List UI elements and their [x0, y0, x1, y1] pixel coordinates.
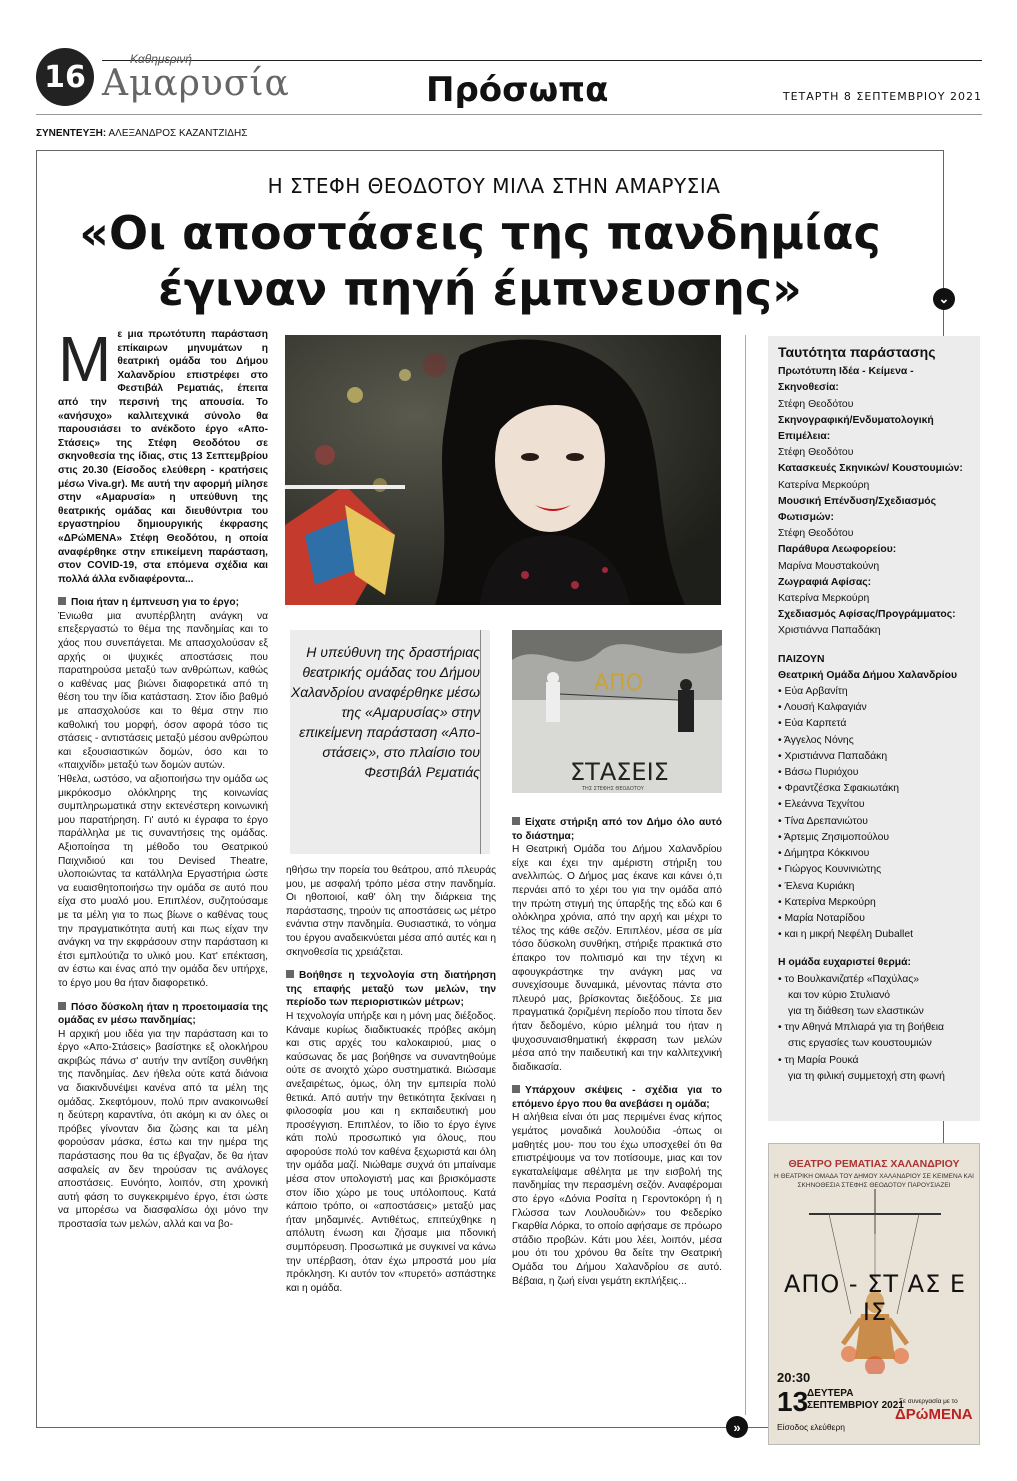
portrait-illustration [285, 335, 721, 605]
poster-venue: ΘΕΑΤΡΟ ΡΕΜΑΤΙΑΣ ΧΑΛΑΝΔΡΙΟΥ [788, 1158, 960, 1170]
square-bullet-icon [512, 1085, 520, 1093]
cast-member: • Μαρία Νοταρίδου [778, 911, 970, 927]
cast-member: • Δήμητρα Κόκκινου [778, 846, 970, 862]
article-column-2 [286, 864, 496, 1295]
square-bullet-icon [58, 597, 66, 605]
dropcap: Μ [58, 323, 112, 395]
answer-2-paragraph-1: Η αρχική μου ιδέα για την παράσταση και το έργο «Απο-Στάσεις» βασίστηκε εξ ολοκλήρου ακριβώς πάνω σ' αυτήν την αντίξοη συνθήκη της πανδημίας. Δεν ήθελα ούτε κατά διάνοια να διακινδυνέψει κανένα από τα μέλη της ομάδας. Σκεφτόμουν, πολύ πριν ανακοινωθεί η δεύτερη καραντίνα, ότι ακόμη κι αν όλες οι πρόβες γίνονταν δια ζώσης και τα μέλη φορούσαν μάσκα, έστω και την ημέρα της παράστασης που θα τις έβγαζαν, δε θα ήταν ασφαλείς αν δεν τηρούσαν τις ανάλογες αποστάσεις. Ευνόητο, λοιπόν, στη χρονική αυτή φάση το συγκεκριμένο έργο, έτσι ώστε να μπορέσω να διασφαλίσω όχι μόνο την προστασία των μελών, αλλά και να βο- [58, 1028, 268, 1230]
header-bottom-rule [36, 114, 982, 115]
credits-title: Ταυτότητα παράστασης [778, 344, 936, 360]
cast-member: • Βάσω Πυριόχου [778, 765, 970, 781]
production-credits-box [768, 336, 980, 1121]
credit-item: Πρωτότυπη Ιδέα - Κείμενα - Σκηνοθεσία: Στέφη Θεοδότου [778, 366, 914, 410]
answer-1-paragraph-2: Ήθελα, ωστόσο, να αξιοποιήσω την ομάδα ως μικρόκοσμο ολόκληρης της κοινωνίας συμπληρωματικά στην εκτενέστερη κοινωνική μου παρατήρηση. Γι' αυτό κι έγραφα το έργο παράλληλα με τις συναντήσεις της ομάδας. Αξιοποίησα τη μέθοδο του Θεατρικού Παιχνιδιού και του Devised Theatre, υλοποιώντας τα κατάλληλα Εργαστήρια ώστε να ευαισθητοποιήσω την ομάδα σε αυτό που είχα στο μυαλό μου. Επιπλέον, συζητούσαμε με τα μέλη για το πως βίωνε ο καθένας τους την πραγματικότητα αυτή και πως είχαν την ανάγκη να την εκφράσουν στην παράσταση κι έτσι εμπλούτιζα το υλικό μου. Κατ' επέκταση, αν έστω και ένας από την ομάδα δεν υπήρχε, το έργο μου θα ήταν διαφορετικό. [58, 774, 268, 989]
page-number: 16 [36, 48, 94, 106]
cast-member: • και η μικρή Νεφέλη Duballet [778, 927, 970, 943]
cast-member: • Εύα Αρβανίτη [778, 684, 970, 700]
question-3: Βοήθησε η τεχνολογία στη διατήρηση της επαφής μεταξύ των μελών, την περίοδο των περιοριστικών μέτρων; [286, 970, 496, 1009]
poster-illustration [512, 630, 722, 793]
answer-1-paragraph-1: Ένιωθα μια ανυπέρβλητη ανάγκη να επεξεργαστώ το θέμα της πανδημίας και το χάος που συνεπάγεται. Με απασχολούσαν εξ αρχής οι ψυχικές αποστάσεις που παρατηρούσα μεταξύ των ανθρώπων, καθώς ο καθένας μας βιώνει διαφορετικά από τη θέση του την ίδια κατάσταση. Στον ίδιο βαθμό με απασχολούσε και το θέμα στην πιο καθολική του μορφή, όσον αφορά τόσο τις στάσεις - αντιστάσεις μεταξύ μέσου ανθρώπου και εξουσιαστικών δομών, όσο και το «παιχνίδι» μεταξύ των δομών αυτών. [58, 610, 268, 772]
cast-member: • Εύα Καρπετά [778, 716, 970, 732]
credit-item: Σχεδιασμός Αφίσας/Προγράμματος: Χριστιάννα Παπαδάκη [778, 609, 956, 637]
brand-logo [102, 52, 290, 102]
byline-author: ΑΛΕΞΑΝΔΡΟΣ ΚΑΖΑΝΤΖΙΔΗΣ [108, 128, 248, 139]
poster-day: ΔΕΥΤΕΡΑ ΣΕΠΤΕΜΒΡΙΟΥ 2021 [807, 1388, 904, 1411]
question-5: Υπάρχουν σκέψεις - σχέδια για το επόμενο έργο που θα ανεβάσει η ομάδα; [512, 1085, 722, 1110]
credit-item: Σκηνογραφική/Ενδυματολογική Επιμέλεια: Στέφη Θεοδότου [778, 414, 934, 459]
cast-member: • Χριστιάννα Παπαδάκη [778, 749, 970, 765]
event-poster [768, 1143, 980, 1445]
answer-3-paragraph-1: Η τεχνολογία υπήρξε και η μόνη μας διέξοδος. Κάναμε κυρίως διαδικτυακές πρόβες ακόμη και στις αρχές του καλοκαιριού, μιας ο καύσωνας δε μας βοήθησε να συναντηθούμε ούτε σε ανοιχτό χώρο συστηματικά. Βιώσαμε ανεξαιρέτως, όμως, όλη την εμπειρία πολύ θετικά. Από αυτήν την θετικότητα ξεκίναει η φιλοσοφία μου και η εκπαιδευτική μου προσέγγιση. Επιπλέον, το ίδιο το έργο έγινε κάτι πολύ προσωπικό για όλους, που αφορούσε πολύ τον καθένα ξεχωριστά και όλη την ομάδα μαζί. Νιώθαμε συχνά ότι μπαίναμε μέσα στον υπολογιστή μας και βρισκόμαστε στον ίδιο χώρο με τους υπόλοιπους. Κατά κάποιο τρόπο, οι «αποστάσεις» μεταξύ μας ήταν μηδαμινές. Αντιθέτως, επιτεύχθηκε η απόλυτη ένωση και ζήσαμε μια πδονική συμπόρευση. Προσωπικά με συγκινεί να κάνω την υπέρβαση, όταν έχω μπροστά μου μία πρόκληση. Κι αυτόν τον «πυρετό» ασπάστηκε και η ομάδα. [286, 1010, 496, 1294]
thanks-list [778, 972, 970, 1085]
byline-label: ΣΥΝΕΝΤΕΥΞΗ: [36, 128, 107, 139]
poster-day-number: 13 [777, 1386, 809, 1417]
cast-subtitle: Θεατρική Ομάδα Δήμου Χαλανδρίου [778, 669, 957, 681]
page-header [36, 48, 982, 118]
thanks-item: • τη Μαρία Ρουκά για τη φιλική συμμετοχή στη φωνή [778, 1053, 970, 1085]
cast-member: • Γιώργος Κουνινιώτης [778, 862, 970, 878]
poster-entry: Είσοδος ελεύθερη [777, 1422, 846, 1432]
poster-time: 20:30 [777, 1370, 811, 1385]
cast-member: • Φραντζέσκα Σφακιωτάκη [778, 781, 970, 797]
question-2: Πόσο δύσκολη ήταν η προετοιμασία της ομάδας εν μέσω πανδημίας; [58, 1001, 268, 1027]
lead-text: ε μια πρωτότυπη παράσταση επίκαιρων μηνυμάτων η θεατρική ομάδα του Δήμου Χαλανδρίου επιστρέφει στο Φεστιβάλ Ρεματιάς, έπειτα από την περσινή της απουσία. Το «ανήσυχο» καλλιτεχνικά σύνολο θα παρουσιάσει το ανέκδοτο έργο «Απο-Στάσεις» της Στέφη Θεοδότου σε σκηνοθεσία της ίδιας, στις 13 Σεπτεμβρίου στις 20.30 (Είσοδος ελεύθερη - κρατήσεις μέσω Viva.gr). Με αυτή την αφορμή μίλησε στην «Αμαρυσία» η υπεύθυνη της θεατρικής ομάδας και διευθύντρια του εργαστηρίου δημιουργικής έκφρασης «ΔΡώΜΕΝΑ» Στέφη Θεοδότου, η οποία αναφέρθηκε στην επικείμενη παράσταση, στον COVID-19, στα επόμενα σχέδια και πολλά άλλα ενδιαφέροντα... [58, 329, 268, 585]
credit-item: Παράθυρα Λεωφορείου: Μαρίνα Μουσταkούνη [778, 544, 897, 572]
lead-paragraph [58, 323, 268, 586]
pull-quote: Η υπεύθυνη της δραστήριας θεατρικής ομάδας του Δήμου Χαλανδρίου αναφέρθηκε μέσω της «Αμαρυσίας» στην επικείμενη παράσταση «Απο-στάσεις», στο πλαίσιο του Φεστιβάλ Ρεματιάς [290, 630, 490, 854]
portrait-photo [285, 335, 721, 605]
poster-title-top: ΑΠΟ [594, 671, 643, 696]
byline [36, 128, 247, 139]
headline-line-2: έγιναν πηγή έμπνευσης» [158, 262, 802, 316]
article-headline [40, 205, 920, 317]
thanks-item: • την Αθηνά Μπλιαρά για τη βοήθεια στις εργασίες των κουστουμιών [778, 1020, 970, 1052]
article-column-1 [58, 323, 268, 1232]
section-title: Πρόσωπα [426, 70, 609, 110]
cast-title: ΠΑΙΖΟΥΝ [778, 653, 825, 665]
poster-title: ΑΠΟ - ΣΤ ΑΣ Ε ΙΣ [783, 1270, 967, 1326]
thanks-title: Η ομάδα ευχαριστεί θερμά: [778, 957, 911, 969]
thanks-item: • το Βουλκανιζατέρ «Παχύλας» και τον κύριο Στυλιανό για τη διάθεση των ελαστικών [778, 972, 970, 1021]
brand-subtitle: Καθημερινή [130, 52, 192, 66]
square-bullet-icon [58, 1002, 66, 1010]
cast-member: • Λουσή Καλφαγιάν [778, 700, 970, 716]
credit-item: Κατασκευές Σκηνικών/ Κουστουμιών: Κατερίνα Μερκούρη [778, 463, 963, 491]
play-poster-photo [512, 630, 722, 793]
chevron-right-icon[interactable]: » [726, 1416, 748, 1438]
cast-member: • Κατερίνα Μερκούρη [778, 895, 970, 911]
cast-member: • Τίνα Δρεπανιώτου [778, 814, 970, 830]
poster-caption: ΤΗΣ ΣΤΕΦΗΣ ΘΕΟΔΟΤΟΥ [582, 786, 644, 792]
cast-member: • Άγγελος Νόνης [778, 733, 970, 749]
article-kicker: Η ΣΤΕΦΗ ΘΕΟΔΟΤΟΥ ΜΙΛΑ ΣΤΗΝ ΑΜΑΡΥΣΙΑ [267, 174, 721, 198]
poster-presenter: Η ΘΕΑΤΡΙΚΗ ΟΜΑΔΑ ΤΟΥ ΔΗΜΟΥ ΧΑΛΑΝΔΡΙΟΥ ΣΕ ΚΕΙΜΕΝΑ ΚΑΙ ΣΚΗΝΟΘΕΣΙΑ ΣΤΕΦΗΣ ΘΕΟΔΟΤΟΥ ΠΑΡΟΥΣΙΑΖΕΙ [774, 1173, 974, 1189]
brand-title: Αμαρυσία [102, 63, 290, 104]
chevron-down-icon[interactable]: ⌄ [933, 288, 955, 310]
cast-member: • Άρτεμις Ζησιμοπούλου [778, 830, 970, 846]
question-1: Ποια ήταν η έμπνευση για το έργο; [58, 596, 268, 610]
cast-member: • Ελεάννα Τεχνίτου [778, 797, 970, 813]
issue-date: ΤΕΤΑΡΤΗ 8 ΣΕΠΤΕΜΒΡΙΟΥ 2021 [782, 90, 982, 103]
credit-item: Μουσική Επένδυση/Σχεδιασμός Φωτισμών: Στέφη Θεοδότου [778, 495, 937, 540]
poster-logo-caption: Σε συνεργασία με το [899, 1398, 958, 1405]
credit-item: Ζωγραφιά Αφίσας: Κατερίνα Μερκούρη [778, 576, 872, 605]
column-2-paragraph-1: ηθήσω την πορεία του θεάτρου, από πλευράς μου, με ασφαλή τρόπο μέσα στην πανδημία. Οι ηθοποιοί, καθ' όλη την διάρκεια της παράστασης, τηρούν τις αποστάσεις ως μέτρο ενάντια στην πανδημία. Θυσιαστικά, το νόημα του έργου αναδεικνύεται μέσα από αυτές και η σκηνοθεσία τις χρειάζεται. [286, 865, 496, 958]
square-bullet-icon [512, 817, 520, 825]
pull-quote-rule [480, 630, 481, 854]
question-4: Είχατε στήριξη από τον Δήμο όλο αυτό το διάστημα; [512, 817, 722, 842]
square-bullet-icon [286, 970, 294, 978]
cast-member: • Έλενα Κυριάκη [778, 879, 970, 895]
answer-4-paragraph-1: Η Θεατρική Ομάδα του Δήμου Χαλανδρίου είχε και έχει την αμέριστη στήριξη του ανελλιπώς. Ο Δήμος μας έκανε και κάνει ό,τι περνάει από το χέρι του για την ομάδα από την πρώτη στιγμή της ύπαρξής της εδώ και 6 ολόκληρα χρόνια, από την αρχή και μέχρι το τέλος της κάθε σεζόν. Επιπλέον, μέσα σε μία τόσο δύσκολη συνθήκη, στήριξε πρακτικά στο έπακρο τον πολιτισμό και την τέχνη κι αφουγκράστηκε την ανάγκη μας να συνεχίσουμε δυναμικά, μένοντας πάντα στο πλευρό μας, βρίσκοντας διεξόδους. Σε μια πραγματικά ζοριζμένη περίοδο που τίποτα δεν ήταν δεδομένο, κύριο μέλημά του ήταν η ψυχοσυναισθηματική έκφραση των μελών μέσα από την παιδευτική και την καλλιτεχνική διαδικασία. [512, 844, 722, 1073]
answer-5-paragraph-1: Η αλήθεια είναι ότι μας περιμένει ένας κήπος γεμάτος μοναδικά λουλούδια -όπως οι μαθητές μου- που του έχω υποσχεθεί ότι θα επιστρέψουμε να τον ποτίσουμε, μιας και τον εγκαταλείψαμε αθέλητα με την εισβολή της πανδημίας την περασμένη σεζόν. Αναφέρομαι στο έργο «Δόνια Ροσίτα η Γεροντοκόρη ή η Γλώσσα των Λουλουδιών» του Φεδερίκο Γκαρθία Λόρκα, το οποίο αφήσαμε σε πρόωρο στάδιο προβών. Κάτι μου λέει, λοιπόν, μέσα μου ότι του χρόνου θα δείτε την Θεατρική Ομάδα του Δήμου Χαλανδρίου σε αυτό. Βέβαια, η ζωή είναι γεμάτη εκπλήξεις... [512, 1112, 722, 1287]
column-rule [745, 335, 746, 1415]
article-column-3 [512, 816, 722, 1288]
poster-title-bottom: ΣΤΑΣΕΙΣ [570, 758, 669, 786]
cast-list [778, 684, 970, 943]
headline-line-1: «Οι αποστάσεις της πανδημίας [79, 206, 881, 260]
poster-logo: ΔΡώΜΕΝΑ [895, 1406, 973, 1423]
